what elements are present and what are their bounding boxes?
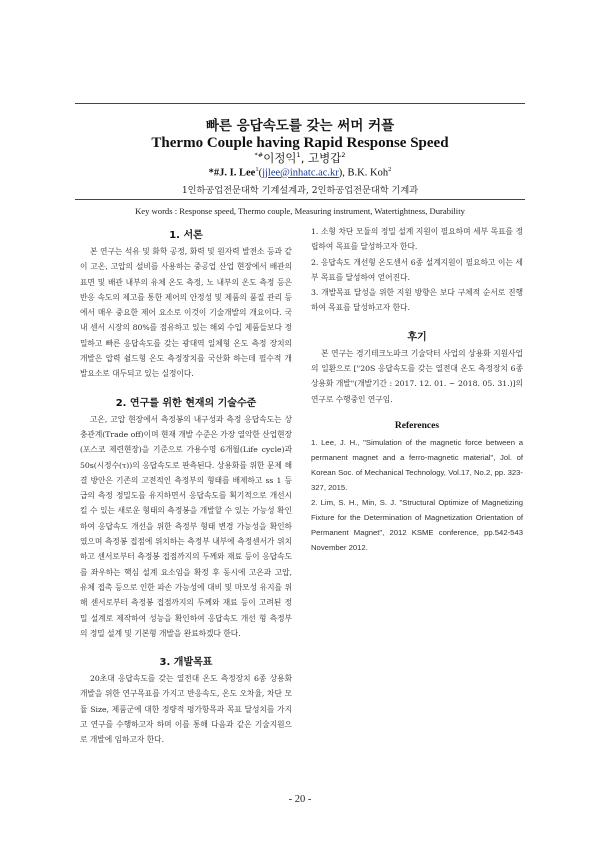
references-list	[311, 435, 523, 555]
author1-sup: 1	[296, 151, 301, 160]
author-email-link[interactable]: jjlee@inhatc.ac.kr	[262, 167, 339, 179]
author-mark: *#	[254, 151, 264, 160]
author2-en-sup: 2	[388, 166, 392, 173]
author2-en: ), B.K. Koh	[338, 167, 389, 179]
page-number: - 20 -	[288, 794, 312, 805]
list-item: 2. 응답속도 개선형 온도센서 6종 설계지원이 필요하고 이는 세부 목표를 달성하여 얻어진다.	[311, 257, 523, 282]
author1-en: *#J. I. Lee	[208, 167, 256, 179]
author1-en-sup: 1	[255, 166, 259, 173]
acknowledgment-body: 본 연구는 경기테크노파크 기술닥터 사업의 상용화 지원사업의 일환으로 ["20S 응답속도를 갖는 열전대 온도 측정장치 6종 상용화 개발"(개발기간 : 2017. 12. 01. ~ 2018. 05. 31.)]의 연구로 수행중인 연구임.	[311, 348, 523, 404]
list-item: 1. 소형 차단 모듈의 정밀 설계 지원이 필요하며 세부 목표를 정립하여 목표를 달성하고자 한다.	[311, 227, 523, 252]
section-3-body: 20초대 응답속도를 갖는 열전대 온도 측정장치 6종 상용화 개발을 위한 연구목표를 가지고 반응속도, 온도 오차율, 차단 모듈 Size, 제품군에 대한 정량적 평가항목과 목표 달성치를 가지고 연구를 수행하고자 하며 이를 통해 다음과 같은 기술지원으로 개발에 임하고자 한다.	[80, 674, 292, 745]
keywords: Key words : Response speed, Thermo couple, Measuring instrument, Watertightness, Durability	[135, 206, 465, 216]
references-heading: References	[394, 420, 440, 431]
author1-ko: 이정익	[263, 151, 297, 165]
affiliation: 1인하공업전문대학 기계설계과, 2인하공업전문대학 기계과	[181, 185, 419, 196]
section-2-body: 고온, 고압 현장에서 측정봉의 내구성과 측정 응답속도는 상충관계(Trade off)이며 현재 개발 수준은 가장 열악한 산업현장(포스코 제련현장)을 기준으로 가용수명 6개월(Life cycle)과 50s(시정수(τ))의 응답속도로 판측된다. 상용화를 위한 문제 해결 방안은 기존의 고전적인 측정부의 형태를 배제하고 ss 1 등급의 측정 정밀도를 유지하면서 응답속도를 획기적으로 개선시킬 수 있는 새로운 형태의 측정봉을 개발할 수 있는 가능성 확인하여 응답속도 개선을 위한 측정부 형태 변경 가능성을 확인하였으며 측정봉 접점에 위치하는 측정부 내부에 측정센서가 위치하고 센서로부터 측정봉 접점까지의 두께와 재료 등이 응답속도를 좌우하는 핵심 설계 요소임을 확정 후 동시에 고온과 고압, 유체 접촉 등으로 인한 파손 가능성에 대비 및 마모성 유지를 위해 센서로부터 측정봉 접점까지의 두께와 재료 등이 고려된 정밀 설계로 제작하여 성능을 확인하여 응답속도 개선 형 측정부의 정밀 설계 및 기본형 개발을 완료하겠다 한다.	[80, 414, 292, 638]
authors-korean	[75, 150, 525, 166]
title-korean: 빠른 응답속도를 갖는 써머 커플	[205, 118, 395, 134]
title-english: Thermo Couple having Rapid Response Speed	[151, 135, 449, 151]
authors-english	[75, 166, 525, 179]
reference-item: 2. Lim, S. H., Min, S. J. "Structural Optimize of Magnetizing Fixture for the Determination of Magnetization Orientation of Permanent Magnet", 2012 KSME conference, pp.542-543 November 2012.	[311, 497, 523, 552]
right-column	[311, 226, 523, 555]
section-1-heading: 1. 서론	[169, 230, 203, 241]
author2-sup: 2	[341, 151, 346, 160]
paren-open: (	[258, 167, 263, 179]
left-column	[80, 226, 292, 748]
section-3-heading: 3. 개발목표	[159, 657, 213, 669]
section-1-body: 본 연구는 석유 및 화학 공정, 화력 및 원자력 발전소 등과 같이 고온, 고압의 설비를 사용하는 중공업 산업 현장에서 배관의 표면 및 배관 내부의 유체 온도 측정, 노 내부의 온도 측정 등은 반응 속도의 제고를 통한 제어의 안정성 및 제품의 품질 관리 등에서 매우 중요한 제어 요소로 이것이 기술개발의 개요이다. 국내 센서 시장의 80%를 점유하고 있는 해외 수입 제품들보다 정밀하고 빠른 응답속도를 갖는 광대역 일체형 온도 측정 장치의 개발은 압력 쉴드형 온도 측정장치를 국산화 하는데 필수적 개발요소로 대두되고 있는 실정이다.	[80, 247, 292, 379]
top-rule	[75, 103, 525, 104]
section-3-list	[311, 224, 523, 316]
middle-rule	[75, 199, 525, 200]
list-item: 3. 개발목표 달성을 위한 지원 방향은 보다 구체적 순서로 진행하여 목표를 달성하고자 한다.	[311, 288, 523, 313]
acknowledgment-heading: 후기	[407, 331, 427, 343]
reference-item: 1. Lee, J. H., "Simulation of the magnetic force between a permanent magnet and a ferro-magnetic material", Jol. of Korean Soc. of Mechanical Technology, Vol.17, No.2, pp. 323-327, 2015.	[311, 437, 523, 492]
section-2-heading: 2. 연구를 위한 현재의 기술수준	[115, 397, 257, 409]
author2-ko: , 고병갑	[300, 151, 342, 165]
